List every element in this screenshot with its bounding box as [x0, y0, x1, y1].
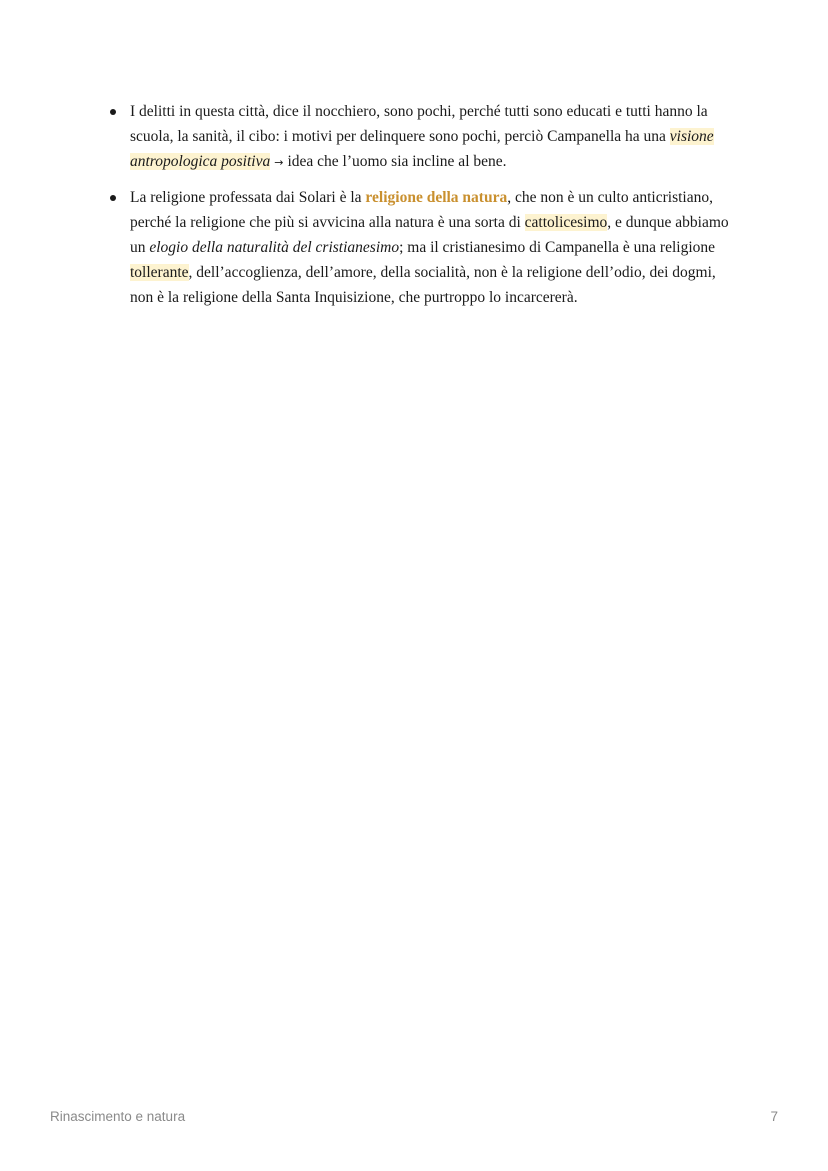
bullet-list [108, 99, 738, 311]
bullet-icon [110, 195, 116, 201]
italic-phrase: elogio della naturalità del cristianesimo [149, 239, 400, 257]
text-run: , che non è un culto anticristiano, perché la religione che più si avvicina alla natura è una sorta di [130, 188, 713, 231]
highlighted-phrase: visione antropologica positiva [130, 128, 714, 171]
document-body [108, 99, 738, 320]
text-run: ; ma il cristianesimo di Campanella è una religione [399, 239, 716, 257]
highlighted-word: cattolicesimo [524, 213, 608, 231]
text-run: La religione professata dai Solari è la [130, 188, 366, 206]
key-term: religione della natura [365, 188, 508, 206]
text-run: , dell’accoglienza, dell’amore, della socialità, non è la religione dell’odio, dei dogmi, non è la religione della Santa Inquisizione, che purtroppo lo incarcererà. [130, 264, 716, 307]
bullet-icon [110, 109, 116, 115]
text-run: I delitti in questa città, dice il nocchiero, sono pochi, perché tutti sono educati e tutti hanno la scuola, la sanità, il cibo: i motivi per delinquere sono pochi, perciò Campanella ha una [130, 103, 708, 146]
text-run: , e dunque abbiamo un [130, 213, 729, 257]
list-item [108, 185, 738, 311]
page-number: 7 [770, 1109, 778, 1124]
highlighted-word: tollerante [130, 264, 189, 282]
text-run: idea che l’uomo sia incline al bene. [287, 153, 507, 171]
footer-title: Rinascimento e natura [50, 1109, 186, 1124]
arrow-right-icon: → [274, 156, 284, 170]
list-item [108, 99, 738, 176]
